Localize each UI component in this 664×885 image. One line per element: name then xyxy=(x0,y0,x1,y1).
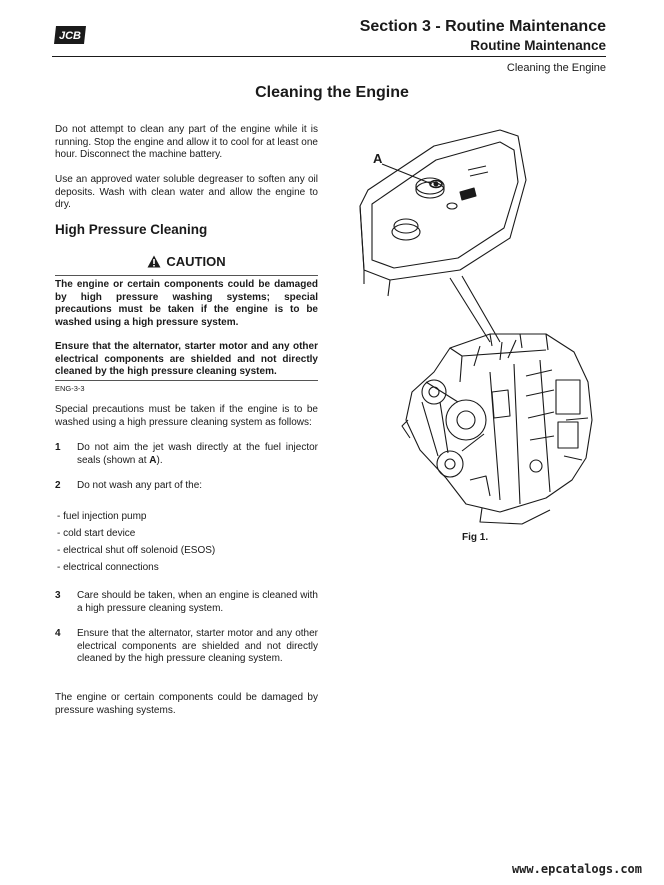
intro-paragraph-2: Use an approved water soluble degreaser to soften any oil deposits. Wash with clean water and allow the engine to dry. xyxy=(55,174,318,211)
closing-paragraph: The engine or certain components could be damaged by pressure washing systems. xyxy=(55,692,318,716)
section-title: Section 3 - Routine Maintenance xyxy=(359,18,606,35)
warning-icon xyxy=(147,255,161,268)
page-topic: Cleaning the Engine xyxy=(506,62,606,74)
high-pressure-heading: High Pressure Cleaning xyxy=(55,222,208,237)
footer-url: www.epcatalogs.com xyxy=(511,862,642,876)
lead-paragraph: Special precautions must be taken if the engine is to be washed using a high pressure cleaning system as follows: xyxy=(55,404,318,428)
figure-caption: Fig 1. xyxy=(462,532,489,543)
list-item: - electrical shut off solenoid (ESOS) xyxy=(57,545,216,556)
step-text: Do not aim the jet wash directly at the fuel injector seals (shown at A). xyxy=(77,442,318,466)
intro-paragraph-1: Do not attempt to clean any part of the engine while it is running. Stop the engine and allow it to cool for at least one hour. Disconnect the machine battery. xyxy=(55,124,318,161)
jcb-logo xyxy=(52,24,88,46)
page-title: Cleaning the Engine xyxy=(255,84,409,101)
step-number: 2 xyxy=(55,480,61,491)
fig-reference: A xyxy=(149,454,157,466)
engine-illustration xyxy=(350,120,620,530)
list-item: - electrical connections xyxy=(57,562,159,573)
step-text: Do not wash any part of the: xyxy=(77,480,203,491)
step-number: 4 xyxy=(55,628,61,639)
logo-text: JCB xyxy=(58,30,82,42)
list-item: - fuel injection pump xyxy=(57,511,147,522)
step-text: Ensure that the alternator, starter motor and any other electrical components are shielded and not directly cleaned by the high pressure cleaning system. xyxy=(77,628,318,665)
caution-paragraph-2: Ensure that the alternator, starter motor and any other electrical components are shielded and not directly cleaned by the high pressure cleaning system. xyxy=(55,341,318,378)
header-rule xyxy=(52,56,606,57)
step-number: 3 xyxy=(55,590,61,601)
reference-code: ENG-3-3 xyxy=(55,384,85,393)
step-text: Care should be taken, when an engine is cleaned with a high pressure cleaning system. xyxy=(77,590,318,614)
step-number: 1 xyxy=(55,442,61,453)
section-subtitle: Routine Maintenance xyxy=(470,38,606,53)
caution-rule-bottom xyxy=(55,380,318,381)
caution-label: CAUTION xyxy=(166,254,226,269)
caution-rule-top xyxy=(55,275,318,276)
caution-paragraph-1: The engine or certain components could be damaged by high pressure washing systems; special precautions must be taken if the engine is to be washed using a high pressure system. xyxy=(55,279,318,328)
callout-label: A xyxy=(373,151,383,166)
caution-header xyxy=(55,254,318,269)
list-item: - cold start device xyxy=(57,528,136,539)
